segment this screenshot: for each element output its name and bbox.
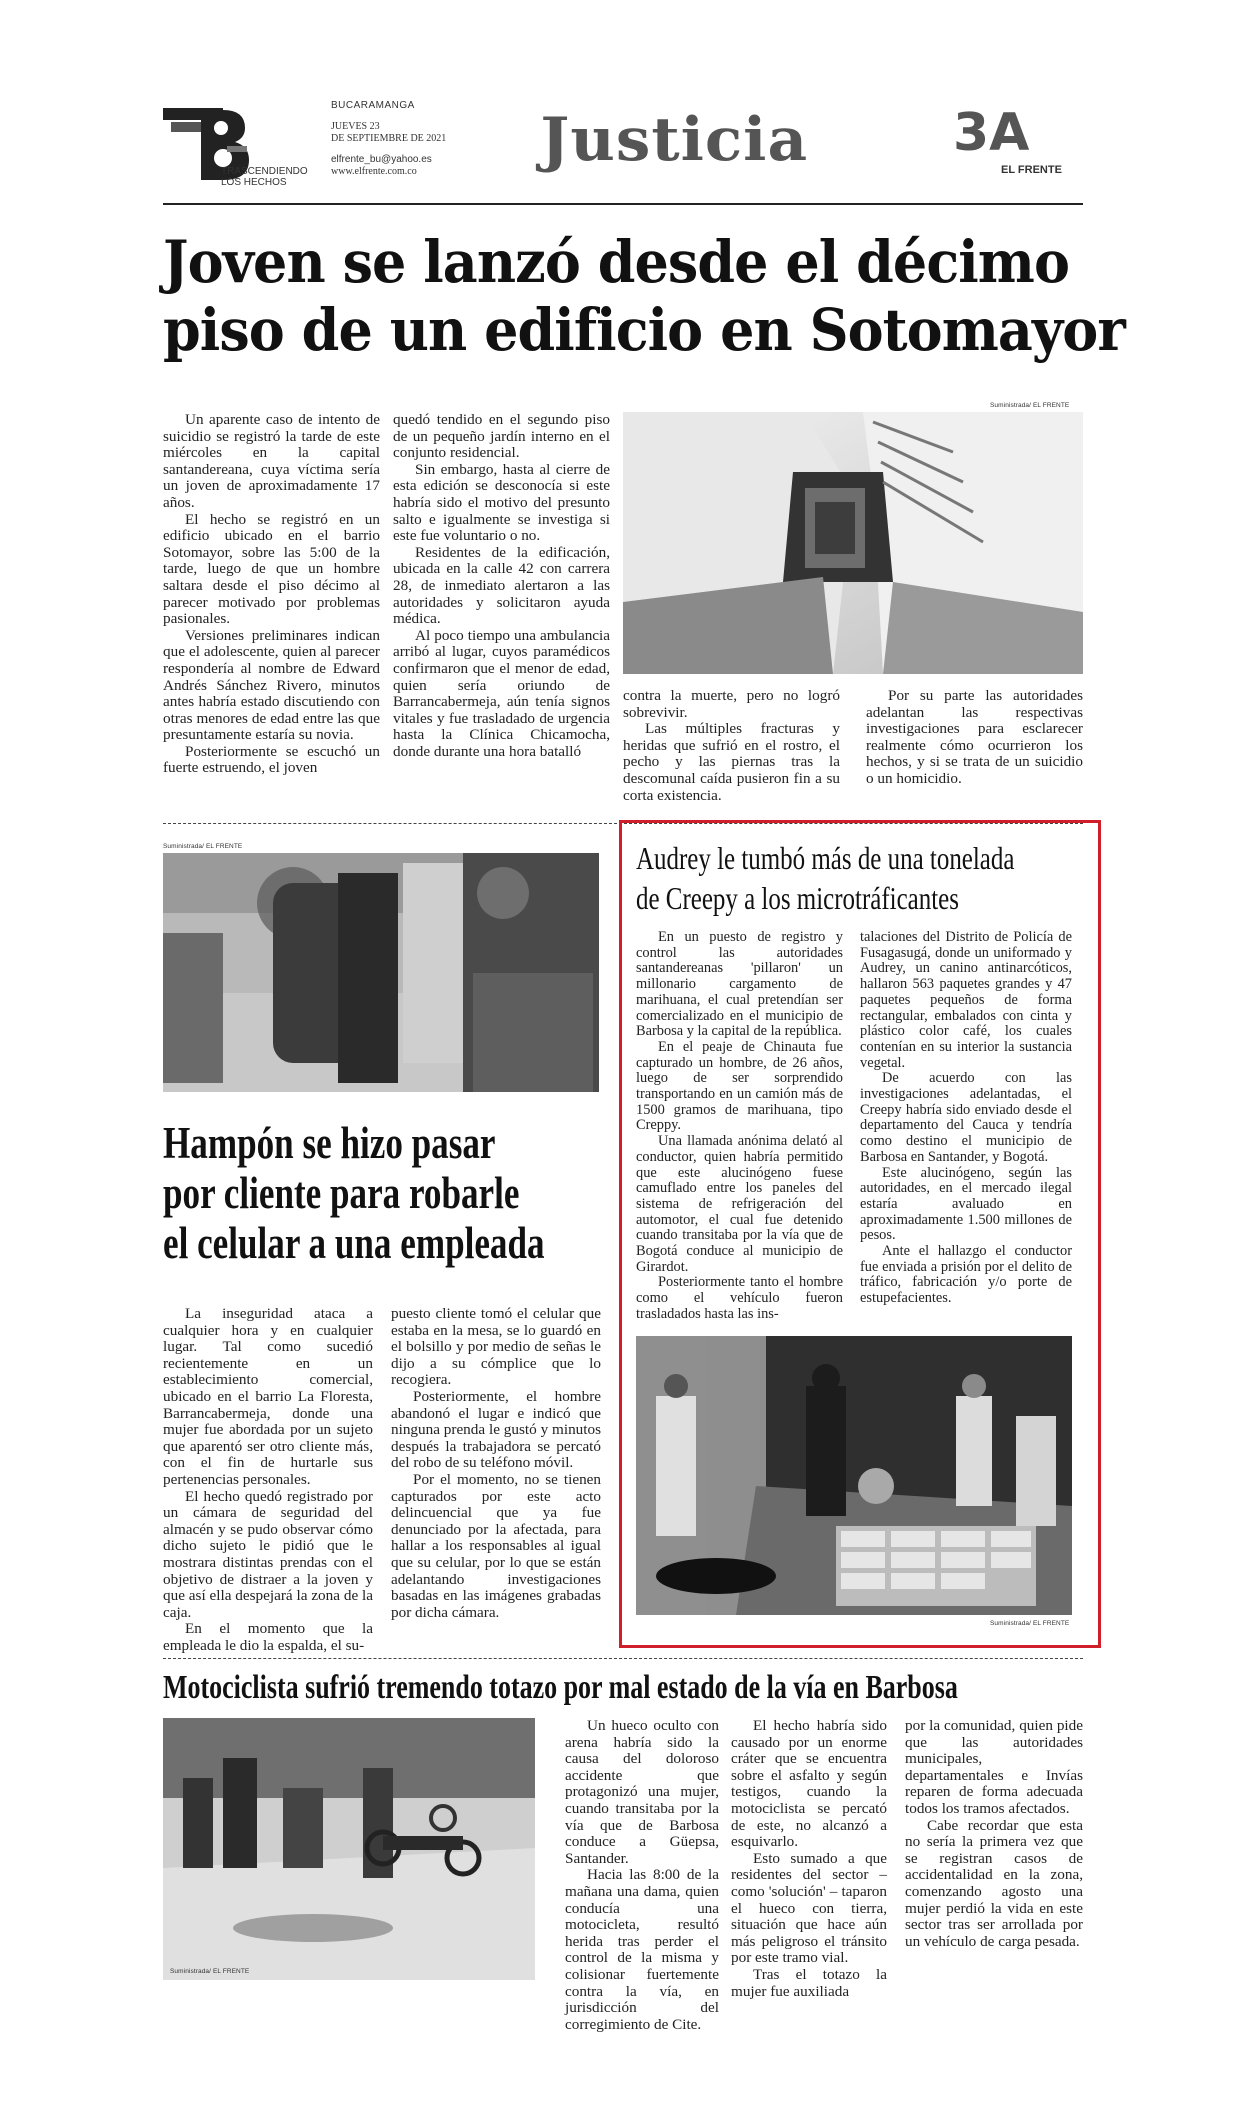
logo-tagline-2: LOS HECHOS <box>221 177 287 188</box>
article1-column-3 <box>623 688 840 804</box>
article2-headline-line2: por cliente para robarle <box>163 1168 520 1218</box>
article1-column-1 <box>163 412 380 777</box>
email-link[interactable]: elfrente_bu@yahoo.es <box>331 154 432 165</box>
article2-headline-line1: Hampón se hizo pasar <box>163 1118 496 1168</box>
article3-headline-line2: de Creepy a los microtráficantes <box>636 880 959 916</box>
paragraph: Tras el totazo la mujer fue auxiliada <box>731 1965 887 2000</box>
logo-tagline-1: TRASCENDIENDO <box>221 166 308 177</box>
paragraph: Posteriormente tanto el hombre como el vehículo fueron trasladados hasta las ins- <box>636 1274 843 1322</box>
paragraph: Posteriormente se escuchó un fuerte estruendo, el joven <box>163 742 380 777</box>
article3-headline-line1: Audrey le tumbó más de una tonelada <box>636 840 1015 876</box>
article3-headline <box>636 838 1073 918</box>
article2-headline-line3: el celular a una empleada <box>163 1218 545 1268</box>
article1-headline <box>163 228 1125 364</box>
paragraph: Un hueco oculto con arena habría sido la causa del doloroso accidente que protagonizó una mujer, cuando transitaba por la vía que de Barbosa conduce a Güepsa, Santander. <box>565 1717 719 1867</box>
paragraph: Un aparente caso de intento de suicidio se registró la tarde de este miércoles en la capital santandereana, cuya víctima sería un joven de aproximadamente 17 años. <box>163 411 380 511</box>
photo-credit: Suministrada/ EL FRENTE <box>990 402 1070 409</box>
masthead-rule <box>163 203 1083 205</box>
article1-headline-line1: Joven se lanzó desde el décimo <box>163 228 1069 296</box>
paragraph: puesto cliente tomó el celular que estaba en la mesa, se lo guardó en el bolsillo y por medio de señas le dijo a su cómplice que lo recogiera. <box>391 1305 601 1389</box>
paragraph: talaciones del Distrito de Policía de Fusagasugá, donde un uniformado y Audrey, un canino antinarcóticos, hallaron 563 paquetes grandes y 47 paquetes pequeños de forma rectangular, embalados con cinta y plástico color café, los cuales contenían en su interior la sustancia vegetal. <box>860 929 1072 1071</box>
article1-column-2 <box>393 412 610 760</box>
article4-column-2 <box>731 1718 887 2000</box>
city-label: BUCARAMANGA <box>331 100 415 111</box>
article1-column-4 <box>866 688 1083 788</box>
paragraph: Sin embargo, hasta al cierre de esta edición se desconocía si este habría sido el motivo del presunto salto e igualmente se investiga si este fue voluntario o no. <box>393 460 610 545</box>
article3-column-1 <box>636 930 843 1323</box>
photo-credit: Suministrada/ EL FRENTE <box>163 843 243 850</box>
police-photo-illustration <box>636 1336 1072 1615</box>
paragraph: El hecho se registró en un edificio ubicado en el barrio Sotomayor, sobre las 5:00 de la tarde, luego de que un hombre saltara desde el piso décimo al parecer motivado por problemas pasionales. <box>163 510 380 628</box>
paragraph: En el momento que la empleada le dio la espalda, el su- <box>163 1620 373 1654</box>
masthead <box>163 100 1083 206</box>
logo-tagline <box>221 166 308 188</box>
building-fall-photo <box>623 412 1083 674</box>
motorcycle-accident-photo <box>163 1718 535 1980</box>
paragraph: Al poco tiempo una ambulancia arribó al lugar, cuyos paramédicos confirmaron que el menor de edad, quien sería oriundo de Barrancabermeja, aún tenía signos vitales y fue trasladado de urgencia hasta la Clínica Chicamocha, donde durante una hora batalló <box>393 626 610 760</box>
photo-credit: Suministrada/ EL FRENTE <box>170 1968 250 1975</box>
paragraph: La inseguridad ataca a cualquier hora y en cualquier lugar. Tal como sucedió recientemente en un establecimiento comercial, ubicado en el barrio La Floresta, Barrancabermeja, donde una mujer fue abordada por un sujeto que aparentó ser otro cliente más, con el fin de hurtarle sus pertenencias personales. <box>163 1305 373 1488</box>
page-number: 3A <box>953 103 1030 163</box>
paragraph: Residentes de la edificación, ubicada en la calle 42 con carrera 28, de inmediato alertaron a las autoridades y solicitaron ayuda médica. <box>393 543 610 628</box>
paragraph: quedó tendido en el segundo piso de un pequeño jardín interno en el conjunto residencial. <box>393 411 610 462</box>
store-photo-illustration <box>163 853 599 1092</box>
paragraph: Por el momento, no se tienen capturados por este acto delincuencial que ya fue denunciado por la afectada, para hallar a los responsables al igual que su celular, por lo que se están adelantando investigaciones basadas en las imágenes grabadas por dicha cámara. <box>391 1470 601 1621</box>
paragraph: El hecho habría sido causado por un enorme cráter que se encuentra sobre el asfalto y según testigos, cuando la motociclista se percató de este, no alcanzó a esquivarlo. <box>731 1717 887 1851</box>
paragraph: Posteriormente, el hombre abandonó el lugar e indicó que ninguna prenda le gustó y minutos después la trabajadora se percató del robo de su teléfono móvil. <box>391 1387 601 1472</box>
brand-label: EL FRENTE <box>1001 164 1062 176</box>
date-full: DE SEPTIEMBRE DE 2021 <box>331 133 447 144</box>
paragraph: Una llamada anónima delató al conductor, quien habría permitido que este alucinógeno fuese camuflado entre los paneles del sistema de refrigeración del automotor, el cual fue detenido cuando transitaba por la vía que de Bogotá conduce al municipio de Girardot. <box>636 1133 843 1275</box>
article4-column-1 <box>565 1718 719 2033</box>
article1-headline-line2: piso de un edificio en Sotomayor <box>163 296 1125 364</box>
paragraph: por la comunidad, quien pide que las autoridades municipales, departamentales e Invías reparen de forma adecuada todos los tramos afectados. <box>905 1717 1083 1817</box>
paragraph: contra la muerte, pero no logró sobrevivir. <box>623 687 840 721</box>
paragraph: El hecho quedó registrado por un cámara de seguridad del almacén y se pudo observar cómo dicho sujeto le pidió que le mostrara distintas prendas con el objetivo de distraer a la joven y que así ella despejará la zona de la caja. <box>163 1487 373 1621</box>
article2-headline <box>163 1118 631 1268</box>
store-robbery-photo <box>163 853 599 1092</box>
accident-photo-illustration <box>163 1718 535 1980</box>
website-link[interactable]: www.elfrente.com.co <box>331 166 417 177</box>
paragraph: Versiones preliminares indican que el adolescente, quien al parecer respondería al nombre de Edward Andrés Sánchez Rivero, minutos antes habría estado discutiendo con otras menores de edad entre las que presuntamente estaría su novia. <box>163 626 380 744</box>
paragraph: Por su parte las autoridades adelantan las respectivas investigaciones para esclarecer realmente cómo ocurrieron los hechos, y si se trata de un suicidio o un homicidio. <box>866 687 1083 787</box>
article3-column-2 <box>860 930 1072 1307</box>
date-day: JUEVES 23 <box>331 121 380 132</box>
section-title: Justicia <box>540 105 809 175</box>
article2-column-1 <box>163 1306 373 1654</box>
section-divider <box>163 1658 1083 1659</box>
paragraph: Esto sumado a que residentes del sector – como 'solución' – taparon el hueco con tierra, situación que hace aún más peligroso el tránsito por este tramo vial. <box>731 1849 887 1967</box>
photo-credit: Suministrada/ EL FRENTE <box>990 1620 1070 1627</box>
article4-column-3 <box>905 1718 1083 1950</box>
paragraph: De acuerdo con las investigaciones adelantadas, el Creepy habría sido enviado desde el departamento del Cauca y tendría como destino el municipio de Barbosa en Santander, y Bogotá. <box>860 1070 1072 1165</box>
paragraph: Hacia las 8:00 de la mañana una dama, quien conducía una motocicleta, resultó herida tras perder el control de la misma y colisionar fuertemente contra la vía, en jurisdicción del corregimiento de Cite. <box>565 1866 719 2033</box>
paragraph: Ante el hallazgo el conductor fue enviada a prisión por el delito de tráfico, fabricación y/o porte de estupefacientes. <box>860 1243 1072 1307</box>
article2-column-2 <box>391 1306 601 1621</box>
paragraph: Cabe recordar que esta no sería la primera vez que se registran casos de accidentalidad en la zona, comenzando agosto una mujer perdió la vida en este sector tras ser arrollada por un vehículo de carga pesada. <box>905 1816 1083 1950</box>
paragraph: En el peaje de Chinauta fue capturado un hombre, de 26 años, luego de ser sorprendido transportando en un camión más de 1500 gramos de marihuana, tipo Creppy. <box>636 1038 843 1134</box>
dateline <box>331 100 446 178</box>
article4-headline: Motociclista sufrió tremendo totazo por mal estado de la vía en Barbosa <box>163 1669 958 1706</box>
paragraph: Este alucinógeno, según las autoridades, en el mercado ilegal estaría avaluado en aproximadamente 1.500 millones de pesos. <box>860 1164 1072 1244</box>
police-seizure-photo <box>636 1336 1072 1615</box>
building-photo-illustration <box>623 412 1083 674</box>
paragraph: En un puesto de registro y control las autoridades santandereanas 'pillaron' un millonario cargamento de marihuana, el cual pretendían ser comercializado en el municipio de Barbosa y la capital de la república. <box>636 929 843 1040</box>
paragraph: Las múltiples fracturas y heridas que sufrió en el rostro, el pecho y las piernas tras la descomunal caída pusieron fin a su corta existencia. <box>623 720 840 804</box>
